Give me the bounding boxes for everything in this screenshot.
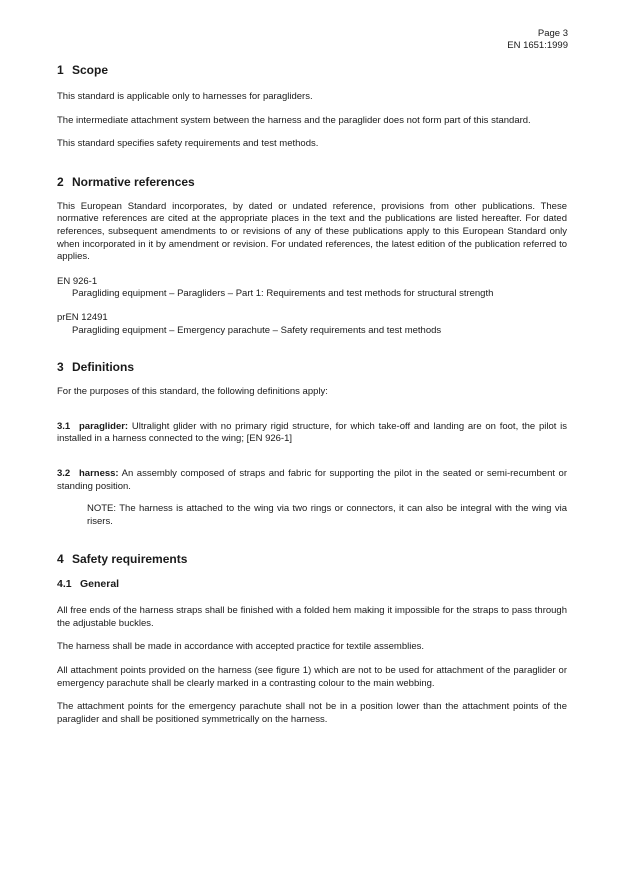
section-number: 4 (57, 552, 64, 567)
section-number: 3 (57, 360, 64, 375)
paragraph: This standard is applicable only to harnesses for paragliders. (57, 91, 313, 102)
paragraph: This standard specifies safety requirements and test methods. (57, 138, 319, 150)
section-title: Normative references (72, 174, 195, 189)
reference-entry (57, 276, 567, 301)
paragraph: The harness shall be made in accordance with accepted practice for textile assemblies. (57, 641, 424, 653)
section-number: 2 (57, 174, 64, 189)
definition-term-text: harness: (79, 467, 119, 479)
definition-3-2 (57, 468, 567, 493)
definition-term-text: paraglider: (79, 420, 129, 432)
note: NOTE: The harness is attached to the wing via two rings or connectors, it can also be integral with the wing via risers. (87, 503, 567, 527)
paragraph: All attachment points provided on the harness (see figure 1) which are not to be used for attachment of the paraglider or emergency parachute shall be clearly marked in a contrasting colour to the main webbing. (57, 665, 567, 689)
subsection-number: 4.1 (57, 578, 72, 591)
section-title: Definitions (72, 360, 134, 375)
section-3-heading (57, 359, 567, 375)
paragraph: The intermediate attachment system between the harness and the paraglider does not form part of this standard. (57, 114, 531, 126)
section-2-heading (57, 174, 567, 190)
section-4-heading (57, 551, 567, 567)
paragraph: For the purposes of this standard, the following definitions apply: (57, 386, 328, 398)
reference-title: Paragliding equipment – Paragliders – Part 1: Requirements and test methods for structural strength (72, 288, 494, 300)
subsection-title: General (80, 578, 120, 591)
definition-term (57, 421, 128, 432)
standard-id: EN 1651:1999 (507, 40, 568, 51)
section-title: Scope (72, 63, 109, 77)
definition-text: An assembly composed of straps and fabric for supporting the pilot in the seated or semi-recumbent or standing position. (57, 467, 567, 492)
paragraph: The attachment points for the emergency parachute shall not be in a position lower than the attachment points of the paraglider and shall be positioned symmetrically on the harness. (57, 701, 567, 725)
reference-entry (57, 312, 567, 337)
reference-id: EN 926-1 (57, 275, 98, 287)
subsection-4-1-heading (57, 577, 567, 591)
section-title: Safety requirements (72, 552, 188, 567)
paragraph: All free ends of the harness straps shall be finished with a folded hem making it impossible for the straps to pass through the adjustable buckles. (57, 605, 567, 629)
page-content (57, 62, 567, 726)
definition-3-1 (57, 421, 567, 446)
page-header (507, 28, 568, 52)
definition-term (57, 468, 119, 479)
definition-text: Ultralight glider with no primary rigid structure, for which take-off and landing are on foot, the pilot is installed in a harness connected to the wing; [EN 926-1] (57, 420, 568, 445)
reference-title: Paragliding equipment – Emergency parachute – Safety requirements and test methods (72, 324, 442, 336)
section-number: 1 (57, 63, 64, 77)
page-number: Page 3 (537, 28, 568, 39)
paragraph: This European Standard incorporates, by dated or undated reference, provisions from other publications. These normative references are cited at the appropriate places in the text and the publications are listed hereafter. For dated references, subsequent amendments to or revisions of any of these publications apply to this European Standard only when incorporated in it by amendment or revision. For undated references, the latest edition of the publication referred to applies. (57, 200, 567, 263)
reference-id: prEN 12491 (57, 311, 108, 323)
definition-number: 3.2 (57, 467, 71, 479)
definition-number: 3.1 (57, 420, 71, 432)
section-1-heading (57, 62, 567, 78)
